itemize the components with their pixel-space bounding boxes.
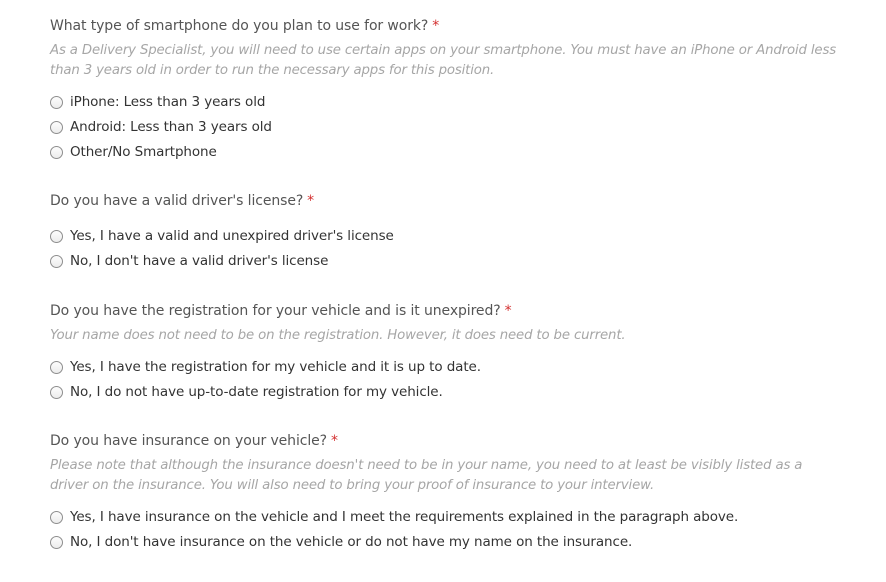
question-text: Do you have insurance on your vehicle? bbox=[50, 433, 327, 449]
question-label bbox=[50, 191, 840, 211]
radio-button[interactable] bbox=[50, 511, 63, 524]
required-marker: * bbox=[504, 303, 512, 319]
option-label[interactable]: Yes, I have the registration for my vehicle and it is up to date. bbox=[70, 359, 481, 375]
option-label[interactable]: Other/No Smartphone bbox=[70, 144, 217, 160]
question-text: What type of smartphone do you plan to use for work? bbox=[50, 18, 429, 34]
question-label bbox=[50, 431, 840, 451]
option-label[interactable]: iPhone: Less than 3 years old bbox=[70, 94, 266, 110]
radio-button[interactable] bbox=[50, 230, 63, 243]
required-marker: * bbox=[307, 193, 315, 209]
question-insurance bbox=[50, 431, 840, 555]
option-license-no[interactable] bbox=[50, 249, 840, 274]
option-iphone[interactable] bbox=[50, 90, 840, 115]
option-label[interactable]: Android: Less than 3 years old bbox=[70, 119, 272, 135]
question-drivers-license bbox=[50, 191, 840, 274]
radio-button[interactable] bbox=[50, 361, 63, 374]
radio-button[interactable] bbox=[50, 96, 63, 109]
required-marker: * bbox=[330, 433, 338, 449]
option-registration-no[interactable] bbox=[50, 380, 840, 405]
option-label[interactable]: Yes, I have insurance on the vehicle and I meet the requirements explained in the paragraph above. bbox=[70, 509, 739, 525]
question-label bbox=[50, 301, 840, 321]
option-license-yes[interactable] bbox=[50, 224, 840, 249]
question-help-text: As a Delivery Specialist, you will need to use certain apps on your smartphone. You must have an iPhone or Android less than 3 years old in order to run the necessary apps for this position. bbox=[50, 43, 837, 78]
radio-group-insurance bbox=[50, 505, 840, 555]
option-label[interactable]: No, I don't have a valid driver's license bbox=[70, 253, 329, 269]
radio-button[interactable] bbox=[50, 536, 63, 549]
option-insurance-yes[interactable] bbox=[50, 505, 840, 530]
option-label[interactable]: Yes, I have a valid and unexpired driver's license bbox=[70, 228, 394, 244]
option-label[interactable]: No, I do not have up-to-date registration for my vehicle. bbox=[70, 384, 443, 400]
option-insurance-no[interactable] bbox=[50, 530, 840, 555]
question-label bbox=[50, 16, 840, 36]
option-android[interactable] bbox=[50, 115, 840, 140]
question-text: Do you have a valid driver's license? bbox=[50, 193, 304, 209]
radio-button[interactable] bbox=[50, 255, 63, 268]
question-text: Do you have the registration for your vehicle and is it unexpired? bbox=[50, 303, 501, 319]
required-marker: * bbox=[432, 18, 440, 34]
radio-group-registration bbox=[50, 355, 840, 405]
question-registration bbox=[50, 301, 840, 405]
question-smartphone bbox=[50, 16, 840, 165]
radio-button[interactable] bbox=[50, 146, 63, 159]
question-help-text: Your name does not need to be on the registration. However, it does need to be current. bbox=[50, 328, 626, 343]
option-registration-yes[interactable] bbox=[50, 355, 840, 380]
radio-button[interactable] bbox=[50, 121, 63, 134]
radio-group-smartphone bbox=[50, 90, 840, 165]
question-help-text: Please note that although the insurance doesn't need to be in your name, you need to at least be visibly listed as a driver on the insurance. You will also need to bring your proof of insurance to your interview. bbox=[50, 458, 803, 493]
radio-button[interactable] bbox=[50, 386, 63, 399]
radio-group-drivers-license bbox=[50, 224, 840, 274]
option-other-no-smartphone[interactable] bbox=[50, 140, 840, 165]
option-label[interactable]: No, I don't have insurance on the vehicle or do not have my name on the insurance. bbox=[70, 534, 633, 550]
